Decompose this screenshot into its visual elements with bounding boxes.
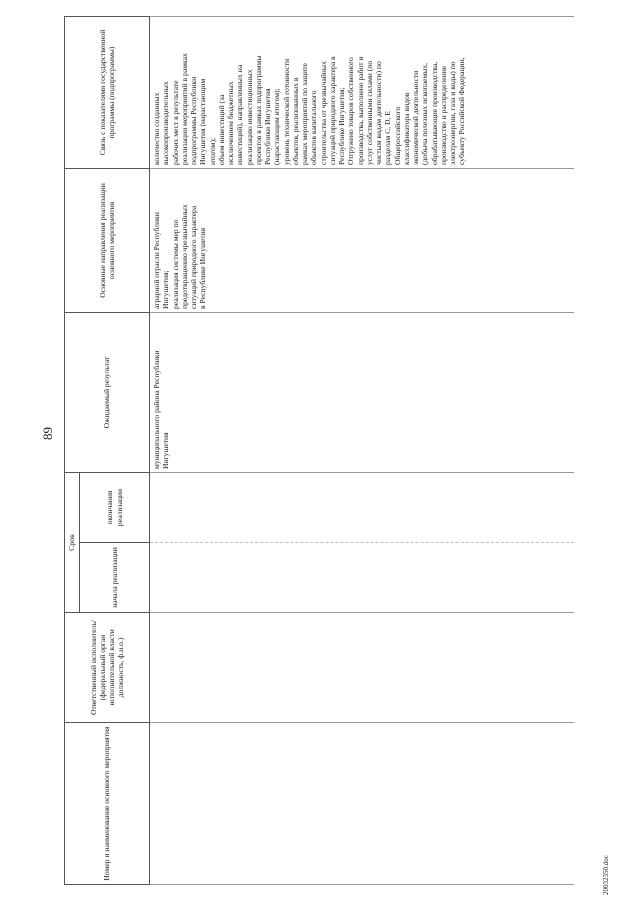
header-result: Ожидаемый результат xyxy=(65,312,150,472)
page-number: 89 xyxy=(40,427,55,440)
directions-line: аграрной отрасли Республики xyxy=(152,212,161,309)
cell-end xyxy=(150,472,575,542)
link-line: обрабатывающие производства, xyxy=(429,61,439,165)
link-line: Ингушетия (нарастающим xyxy=(198,78,208,165)
link-line: подпрограммы Республики xyxy=(189,76,198,165)
rotated-table-container xyxy=(64,17,584,885)
link-line: (добыча полезных ископаемых, xyxy=(420,62,430,165)
link-line: производство и распределение xyxy=(438,65,448,165)
link-line: рамках мероприятий по защите xyxy=(300,63,309,165)
link-line: высокопроизводительных xyxy=(161,81,171,165)
link-line: инвестиций), направленных на xyxy=(235,64,245,165)
header-executor: Ответственный исполнитель/ (федеральный орган исполнительной власти должность, ф.и.о.) xyxy=(65,613,150,723)
link-line: объем инвестиций (за xyxy=(216,94,226,165)
header-directions: Основные направления реализации основного мероприятия xyxy=(65,168,150,312)
cell-executor xyxy=(150,613,575,723)
link-line: уровень технической готовности xyxy=(281,58,291,165)
link-line: исключением бюджетных xyxy=(226,81,235,165)
link-line: количество созданных xyxy=(152,92,161,165)
directions-line: Ингушетия; xyxy=(161,270,171,309)
header-row-1 xyxy=(65,16,80,884)
result-line: муниципального района Республики xyxy=(152,350,161,469)
link-line: рабочих мест в результате xyxy=(170,80,180,165)
link-line: строительства от чрезвычайных xyxy=(318,61,328,165)
result-line: Ингушетия xyxy=(161,432,171,469)
directions-line: ситуаций природного характера xyxy=(189,205,198,309)
link-line: (нарастающим итогом); xyxy=(272,88,282,165)
table-row xyxy=(150,16,575,884)
directions-line: предотвращению чрезвычайных xyxy=(179,204,189,309)
link-line: производства, выполнено работ и xyxy=(355,56,365,165)
cell-link xyxy=(150,16,575,168)
header-start: начала реализации xyxy=(80,543,150,613)
link-line: итогом); xyxy=(207,137,217,165)
link-line: классификатора видов xyxy=(401,92,411,165)
directions-line: реализация системы мер по xyxy=(170,219,180,309)
link-line: чистым видам деятельности) по xyxy=(374,61,383,165)
link-line: Республике Ингушетия; xyxy=(337,87,346,165)
link-line: Общероссийского xyxy=(392,106,402,165)
link-line: разделам C, D, E xyxy=(383,111,393,165)
link-line: субъекту Российской Федерации, xyxy=(457,57,467,165)
link-line: объектов капитального xyxy=(309,90,319,165)
link-line: ситуаций природного характера в xyxy=(327,56,337,165)
link-line: объектов, реализованных в xyxy=(290,77,300,165)
cell-directions xyxy=(150,168,575,312)
link-line: реализацию инвестиционных xyxy=(244,69,254,165)
link-line: Отгружено товаров собственного xyxy=(346,57,356,165)
header-link: Связь с показателями государственной программы (подпрограммы) xyxy=(65,16,150,168)
cell-result xyxy=(150,312,575,472)
measures-table xyxy=(64,16,574,885)
directions-line: в Республике Ингушетия xyxy=(198,227,208,309)
header-end: окончания реализации xyxy=(80,472,150,542)
document-code: 20032350.doc xyxy=(602,855,610,895)
link-line: реализации мероприятий в рамках xyxy=(179,53,189,165)
link-line: электроэнергии, газа и воды) по xyxy=(448,61,457,165)
header-srok: Срок xyxy=(65,472,80,612)
link-line: услуг собственными силами (по xyxy=(364,60,374,165)
link-line: экономической деятельности xyxy=(411,70,420,165)
link-line: Республики Ингушетия xyxy=(263,88,272,165)
header-number-name: Номер и наименование основного мероприятия xyxy=(65,723,150,885)
link-line: проектов в рамках подпрограммы xyxy=(253,55,263,165)
cell-start xyxy=(150,543,575,613)
cell-number-name xyxy=(150,723,575,885)
